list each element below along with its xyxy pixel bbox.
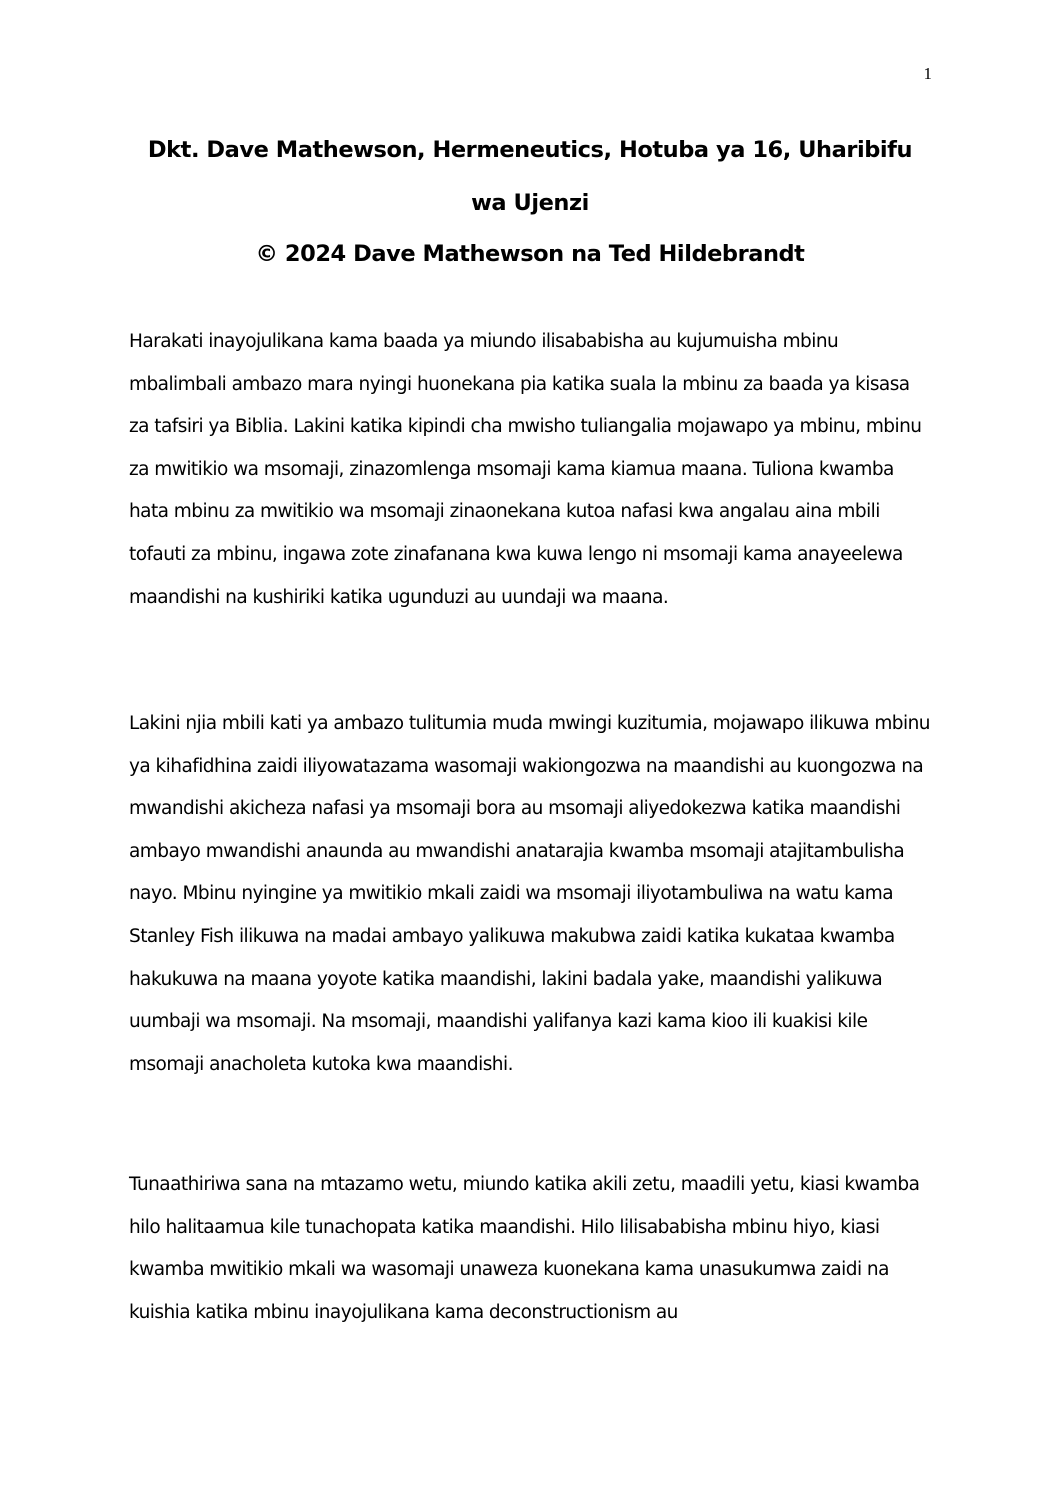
body-paragraph: Tunaathiriwa sana na mtazamo wetu, miundo katika akili zetu, maadili yetu, kiasi kwamba hilo halitaamua kile tunachopata katika maandishi. Hilo lilisababisha mbinu hiyo, kiasi kwamba mwitikio mkali wa wasomaji unaweza kuonekana kama unasukumwa zaidi na kuishia katika mbinu inayojulikana kama deconstructionism au [129, 1174, 920, 1323]
document-title: Dkt. Dave Mathewson, Hermeneutics, Hotuba ya 16, Uharibifu wa Ujenzi [147, 137, 913, 216]
body-paragraph: Lakini njia mbili kati ya ambazo tulitumia muda mwingi kuzitumia, mojawapo ilikuwa mbinu ya kihafidhina zaidi iliyowatazama wasomaji wakiongozwa na maandishi au kuongozwa na mwandishi akicheza nafasi ya msomaji bora au msomaji aliyedokezwa katika maandishi ambayo mwandishi anaunda au mwandishi anatarajia kwamba msomaji atajitambulisha nayo. Mbinu nyingine ya mwitikio mkali zaidi wa msomaji iliyotambuliwa na watu kama Stanley Fish ilikuwa na madai ambayo yalikuwa makubwa zaidi katika kukataa kwamba hakukuwa na maana yoyote katika maandishi, lakini badala yake, maandishi yalikuwa uumbaji wa msomaji. Na msomaji, maandishi yalifanya kazi kama kioo ili kuakisi kile msomaji anacholeta kutoka kwa maandishi. [129, 713, 930, 1075]
body-paragraph: Harakati inayojulikana kama baada ya miundo ilisababisha au kujumuisha mbinu mbalimbali ambazo mara nyingi huonekana pia katika suala la mbinu za baada ya kisasa za tafsiri ya Biblia. Lakini katika kipindi cha mwisho tuliangalia mojawapo ya mbinu, mbinu za mwitikio wa msomaji, zinazomlenga msomaji kama kiamua maana. Tuliona kwamba hata mbinu za mwitikio wa msomaji zinaonekana kutoa nafasi kwa angalau aina mbili tofauti za mbinu, ingawa zote zinafanana kwa kuwa lengo ni msomaji kama anayeelewa maandishi na kushiriki katika ugunduzi au uundaji wa maana. [129, 331, 922, 608]
copyright-line: © 2024 Dave Mathewson na Ted Hildebrandt [255, 241, 805, 267]
page-number: 1 [923, 64, 932, 83]
